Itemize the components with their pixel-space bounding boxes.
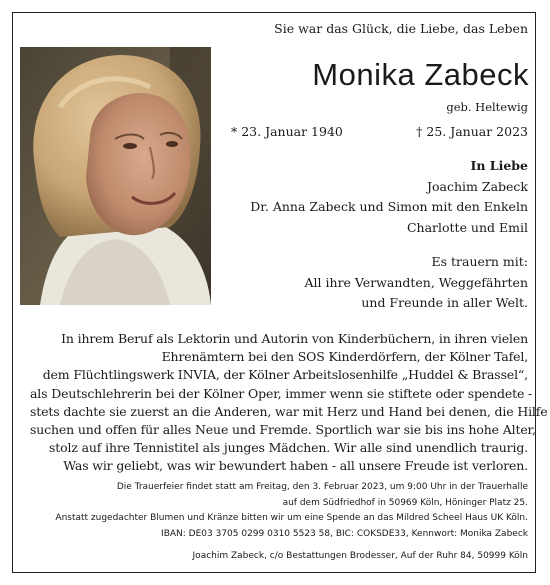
service-line: auf dem Südfriedhof in 50969 Köln, Höninger Platz 25. bbox=[282, 497, 528, 508]
family-line: Dr. Anna Zabeck und Simon mit den Enkeln bbox=[250, 199, 528, 214]
also-mourning-block bbox=[208, 252, 528, 314]
tribute-line: stolz auf ihre Tennistitel als junges Mädchen. Wir alle sind unendlich traurig. bbox=[48, 440, 528, 456]
death-date: † 25. Januar 2023 bbox=[416, 124, 528, 139]
maiden-name: geb. Heltewig bbox=[446, 100, 528, 114]
contact-address: Joachim Zabeck, c/o Bestattungen Brodesser, Auf der Ruhr 84, 50999 Köln bbox=[192, 551, 528, 561]
family-block bbox=[208, 156, 528, 238]
also-mourning-line: All ihre Verwandten, Weggefährten bbox=[304, 274, 528, 290]
motto: Sie war das Glück, die Liebe, das Leben bbox=[274, 21, 528, 36]
tribute-line: Ehrenämtern bei den SOS Kinderdörfern, der Kölner Tafel, bbox=[161, 349, 528, 365]
service-line: Die Trauerfeier findet statt am Freitag, den 3. Februar 2023, um 9:00 Uhr in der Trauerhalle bbox=[116, 482, 528, 492]
tribute-line: suchen und offen für alles Neue und Fremde. Sportlich war sie bis ins hohe Alter, bbox=[30, 422, 536, 438]
family-line: Charlotte und Emil bbox=[406, 219, 528, 235]
birth-date: * 23. Januar 1940 bbox=[231, 124, 343, 139]
in-love-heading: In Liebe bbox=[470, 158, 528, 173]
also-mourning-line: Es trauern mit: bbox=[431, 254, 528, 269]
tribute-line: In ihrem Beruf als Lektorin und Autorin von Kinderbüchern, in ihren vielen bbox=[61, 331, 528, 346]
service-info bbox=[30, 480, 528, 542]
service-line: Anstatt zugedachter Blumen und Kränze bitten wir um eine Spende an das Mildred Scheel Haus UK Köln. bbox=[55, 513, 528, 523]
tribute-line: als Deutschlehrerin bei der Kölner Oper, immer wenn sie stiftete oder spendete - bbox=[30, 385, 533, 401]
portrait-photo bbox=[20, 47, 211, 305]
tribute-line: Was wir geliebt, was wir bewundert haben - all unsere Freude ist verloren. bbox=[63, 458, 528, 474]
deceased-name: Monika Zabeck bbox=[312, 57, 529, 92]
tribute-text bbox=[30, 330, 548, 476]
family-line: Joachim Zabeck bbox=[427, 178, 528, 194]
service-line: IBAN: DE03 3705 0299 0310 5523 58, BIC: COKSDE33, Kennwort: Monika Zabeck bbox=[161, 528, 528, 539]
tribute-line: stets dachte sie zuerst an die Anderen, war mit Herz und Hand bei denen, die Hilfe bbox=[30, 403, 548, 419]
tribute-line: dem Flüchtlingswerk INVIA, der Kölner Arbeitslosenhilfe „Huddel & Brassel“, bbox=[42, 367, 528, 383]
also-mourning-line: und Freunde in aller Welt. bbox=[361, 295, 528, 310]
